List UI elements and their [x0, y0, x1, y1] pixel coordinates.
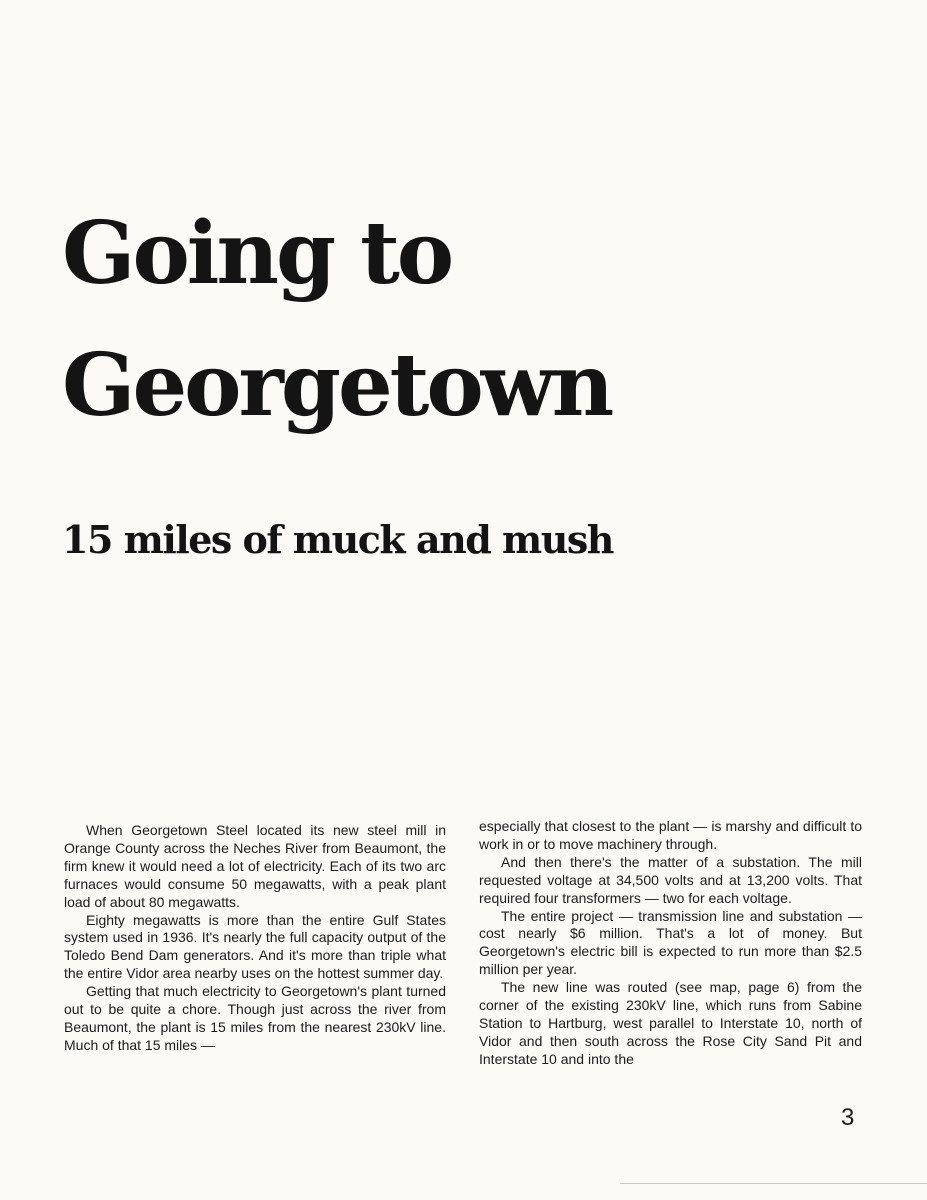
paragraph: The new line was routed (see map, page 6) from the corner of the existing 230kV line, which runs from Sabine Station to Hartburg, west parallel to Interstate 10, north of Vidor and then south across the Rose City Sand Pit and Interstate 10 and into the	[479, 979, 862, 1067]
page-edge-rule	[620, 1183, 927, 1184]
paragraph-continued: especially that closest to the plant — is marshy and difficult to work in or to move machinery through.	[479, 818, 862, 852]
paragraph: The entire project — transmission line and substation — cost nearly $6 million. That's a lot of money. But Georgetown's electric bill is expected to run more than $2.5 million per year.	[479, 907, 862, 978]
paragraph: And then there's the matter of a substation. The mill requested voltage at 34,500 volts and at 13,200 volts. That required four transformers — two for each voltage.	[479, 853, 862, 906]
paragraph: Getting that much electricity to Georgetown's plant turned out to be quite a chore. Though just across the river from Beaumont, the plant is 15 miles from the nearest 230kV line. Much of that 15 miles —	[64, 983, 446, 1053]
page-number: 3	[841, 1104, 855, 1131]
paragraph: When Georgetown Steel located its new steel mill in Orange County across the Neches River from Beaumont, the firm knew it would need a lot of electricity. Each of its two arc furnaces would consume 50 megawatts, with a peak plant load of about 80 megawatts.	[64, 822, 446, 910]
body-column-left	[64, 822, 446, 1055]
article-title-line-2: Georgetown	[62, 335, 612, 436]
body-column-right	[479, 818, 862, 1069]
article-title-line-1: Going to	[62, 203, 452, 304]
article-subtitle: 15 miles of muck and mush	[62, 517, 613, 562]
article-title	[62, 188, 611, 452]
paragraph: Eighty megawatts is more than the entire Gulf States system used in 1936. It's nearly the full capacity output of the Toledo Bend Dam generators. And it's more than triple what the entire Vidor area nearby uses on the hottest summer day.	[64, 911, 446, 982]
